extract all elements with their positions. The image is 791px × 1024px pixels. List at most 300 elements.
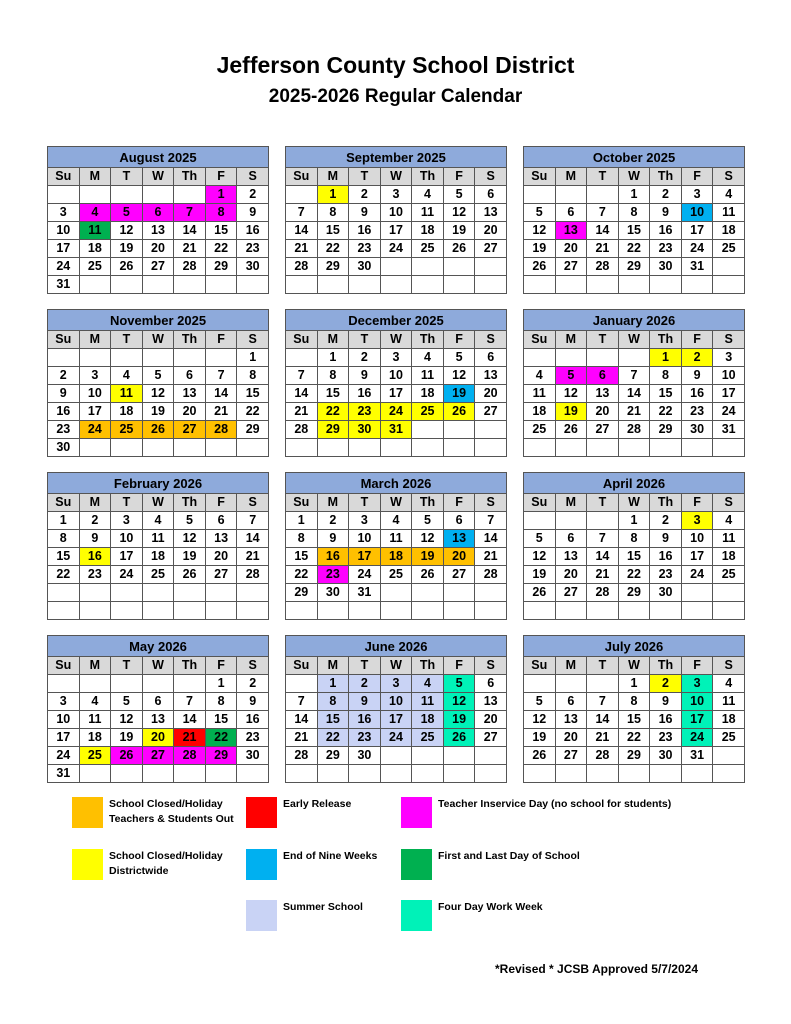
day-cell: 13 [587,385,619,403]
day-cell: 10 [111,530,143,548]
day-cell: 23 [349,240,381,258]
day-cell: 22 [618,729,650,747]
empty-cell [524,439,556,457]
weekday-header: F [443,494,475,512]
day-cell: 14 [587,222,619,240]
day-cell: 28 [618,421,650,439]
day-cell: 18 [524,403,556,421]
weekday-header: Su [48,657,80,675]
day-cell: 23 [349,403,381,421]
day-cell: 15 [317,385,349,403]
day-cell: 9 [237,693,269,711]
empty-cell [79,439,111,457]
weekday-header: W [380,331,412,349]
empty-cell [555,675,587,693]
empty-cell [174,675,206,693]
day-cell: 28 [475,566,507,584]
day-cell: 10 [713,367,745,385]
empty-cell [286,276,318,294]
day-cell: 11 [412,693,444,711]
day-cell: 22 [286,566,318,584]
day-cell: 4 [713,186,745,204]
empty-cell [111,675,143,693]
empty-cell [650,765,682,783]
month-title: July 2026 [524,636,745,657]
day-cell: 19 [142,403,174,421]
empty-cell [286,349,318,367]
empty-cell [555,439,587,457]
month-calendar [523,146,745,294]
day-cell: 10 [48,222,80,240]
day-cell: 31 [380,421,412,439]
empty-cell [111,186,143,204]
day-cell: 27 [475,240,507,258]
day-cell: 19 [111,729,143,747]
day-cell: 14 [618,385,650,403]
day-cell: 15 [618,548,650,566]
page-title: Jefferson County School District [216,52,575,78]
legend-swatch [246,849,277,880]
weekday-header: W [142,331,174,349]
day-cell: 18 [79,729,111,747]
day-cell: 3 [681,512,713,530]
empty-cell [618,349,650,367]
day-cell: 18 [412,711,444,729]
day-cell: 25 [380,566,412,584]
empty-cell [555,186,587,204]
day-cell: 23 [237,729,269,747]
day-cell: 6 [587,367,619,385]
day-cell: 26 [111,258,143,276]
day-cell: 8 [317,367,349,385]
day-cell: 27 [475,403,507,421]
day-cell: 17 [681,548,713,566]
day-cell: 8 [317,693,349,711]
day-cell: 1 [237,349,269,367]
legend-label: Teacher Inservice Day (no school for students) [438,798,672,810]
day-cell: 16 [349,222,381,240]
day-cell: 15 [317,711,349,729]
legend-item-green [401,849,580,880]
day-cell: 13 [555,222,587,240]
day-cell: 25 [713,729,745,747]
day-cell: 29 [317,421,349,439]
empty-cell [443,421,475,439]
day-cell: 5 [524,693,556,711]
day-cell: 23 [650,566,682,584]
day-cell: 16 [48,403,80,421]
day-cell: 25 [412,729,444,747]
day-cell: 19 [524,729,556,747]
day-cell: 23 [681,403,713,421]
empty-cell [286,439,318,457]
legend-label: School Closed/Holiday [109,798,223,810]
empty-cell [174,276,206,294]
empty-cell [380,258,412,276]
day-cell: 14 [205,385,237,403]
day-cell: 5 [142,367,174,385]
weekday-header: T [111,657,143,675]
day-cell: 9 [237,204,269,222]
empty-cell [443,602,475,620]
day-cell: 15 [237,385,269,403]
day-cell: 11 [79,222,111,240]
legend-swatch [246,900,277,931]
day-cell: 27 [443,566,475,584]
empty-cell [412,421,444,439]
day-cell: 4 [412,186,444,204]
empty-cell [48,584,80,602]
day-cell: 12 [524,222,556,240]
day-cell: 28 [286,747,318,765]
empty-cell [618,765,650,783]
day-cell: 13 [174,385,206,403]
weekday-header: S [237,331,269,349]
day-cell: 1 [618,186,650,204]
day-cell: 9 [650,530,682,548]
legend-item-magenta [401,797,671,828]
weekday-header: S [237,657,269,675]
day-cell: 27 [142,747,174,765]
empty-cell [79,675,111,693]
day-cell: 19 [524,240,556,258]
day-cell: 6 [475,675,507,693]
day-cell: 20 [142,240,174,258]
day-cell: 1 [205,675,237,693]
day-cell: 5 [443,349,475,367]
weekday-header: M [555,168,587,186]
day-cell: 14 [587,711,619,729]
day-cell: 6 [555,204,587,222]
weekday-header: M [79,657,111,675]
day-cell: 21 [286,729,318,747]
weekday-header: Su [286,494,318,512]
day-cell: 29 [237,421,269,439]
weekday-header: W [618,168,650,186]
empty-cell [475,421,507,439]
day-cell: 14 [174,711,206,729]
day-cell: 22 [618,240,650,258]
day-cell: 3 [380,349,412,367]
day-cell: 22 [48,566,80,584]
day-cell: 26 [524,747,556,765]
day-cell: 12 [524,711,556,729]
day-cell: 31 [681,747,713,765]
empty-cell [412,276,444,294]
day-cell: 9 [349,204,381,222]
weekday-header: Th [412,331,444,349]
day-cell: 11 [713,204,745,222]
day-cell: 1 [317,675,349,693]
month-title: June 2026 [286,636,507,657]
day-cell: 16 [681,385,713,403]
day-cell: 6 [142,204,174,222]
day-cell: 2 [349,349,381,367]
day-cell: 2 [650,512,682,530]
day-cell: 17 [48,729,80,747]
empty-cell [443,747,475,765]
weekday-header: W [618,494,650,512]
day-cell: 8 [618,693,650,711]
weekday-header: Th [650,331,682,349]
day-cell: 22 [237,403,269,421]
empty-cell [443,258,475,276]
empty-cell [412,765,444,783]
empty-cell [587,765,619,783]
month-title: April 2026 [524,473,745,494]
day-cell: 12 [443,693,475,711]
empty-cell [443,276,475,294]
weekday-header: F [681,331,713,349]
empty-cell [650,602,682,620]
day-cell: 20 [475,222,507,240]
day-cell: 17 [349,548,381,566]
day-cell: 2 [237,675,269,693]
weekday-header: S [237,494,269,512]
month-title: March 2026 [286,473,507,494]
weekday-header: Su [524,494,556,512]
day-cell: 1 [618,512,650,530]
weekday-header: S [713,494,745,512]
day-cell: 28 [286,258,318,276]
day-cell: 18 [412,222,444,240]
day-cell: 1 [317,349,349,367]
day-cell: 16 [650,222,682,240]
day-cell: 16 [317,548,349,566]
day-cell: 28 [174,258,206,276]
day-cell: 14 [475,530,507,548]
day-cell: 7 [286,204,318,222]
legend-label-2: Teachers & Students Out [109,813,234,825]
empty-cell [142,765,174,783]
day-cell: 21 [286,240,318,258]
day-cell: 11 [412,367,444,385]
day-cell: 11 [713,530,745,548]
day-cell: 9 [681,367,713,385]
weekday-header: S [475,168,507,186]
day-cell: 9 [650,204,682,222]
empty-cell [443,439,475,457]
month-calendar [523,635,745,783]
weekday-header: S [475,494,507,512]
month-calendar [523,472,745,620]
empty-cell [48,186,80,204]
day-cell: 23 [650,240,682,258]
empty-cell [237,584,269,602]
day-cell: 23 [48,421,80,439]
day-cell: 17 [380,711,412,729]
empty-cell [713,602,745,620]
day-cell: 8 [286,530,318,548]
day-cell: 6 [555,693,587,711]
day-cell: 21 [286,403,318,421]
day-cell: 9 [349,367,381,385]
empty-cell [79,349,111,367]
day-cell: 8 [618,204,650,222]
weekday-header: F [443,657,475,675]
day-cell: 31 [349,584,381,602]
day-cell: 8 [205,204,237,222]
day-cell: 18 [713,548,745,566]
weekday-header: T [587,494,619,512]
empty-cell [349,439,381,457]
day-cell: 18 [142,548,174,566]
empty-cell [555,276,587,294]
day-cell: 25 [412,403,444,421]
empty-cell [681,602,713,620]
day-cell: 26 [524,258,556,276]
legend-label: First and Last Day of School [438,850,580,862]
empty-cell [713,439,745,457]
empty-cell [412,439,444,457]
empty-cell [205,439,237,457]
weekday-header: Th [174,168,206,186]
day-cell: 29 [286,584,318,602]
empty-cell [380,276,412,294]
day-cell: 9 [650,693,682,711]
day-cell: 6 [475,186,507,204]
day-cell: 15 [317,222,349,240]
day-cell: 24 [79,421,111,439]
day-cell: 29 [205,258,237,276]
day-cell: 26 [412,566,444,584]
weekday-header: Th [650,657,682,675]
day-cell: 2 [650,675,682,693]
day-cell: 2 [681,349,713,367]
day-cell: 27 [475,729,507,747]
weekday-header: Th [412,657,444,675]
empty-cell [713,747,745,765]
day-cell: 5 [174,512,206,530]
day-cell: 7 [237,512,269,530]
weekday-header: T [349,168,381,186]
empty-cell [174,602,206,620]
day-cell: 24 [681,240,713,258]
day-cell: 11 [713,693,745,711]
weekday-header: F [681,657,713,675]
day-cell: 23 [237,240,269,258]
empty-cell [555,349,587,367]
day-cell: 20 [587,403,619,421]
day-cell: 29 [618,584,650,602]
month-calendar [285,472,507,620]
day-cell: 27 [142,258,174,276]
day-cell: 14 [237,530,269,548]
empty-cell [79,276,111,294]
empty-cell [174,765,206,783]
legend-label: Summer School [283,901,363,913]
day-cell: 1 [205,186,237,204]
weekday-header: M [555,657,587,675]
day-cell: 8 [317,204,349,222]
empty-cell [48,602,80,620]
weekday-header: M [79,494,111,512]
day-cell: 20 [443,548,475,566]
empty-cell [317,439,349,457]
day-cell: 16 [237,222,269,240]
day-cell: 5 [555,367,587,385]
weekday-header: T [349,331,381,349]
day-cell: 26 [142,421,174,439]
day-cell: 19 [443,222,475,240]
empty-cell [317,276,349,294]
day-cell: 10 [349,530,381,548]
empty-cell [205,765,237,783]
day-cell: 2 [317,512,349,530]
day-cell: 29 [317,258,349,276]
day-cell: 25 [111,421,143,439]
weekday-header: S [713,657,745,675]
empty-cell [587,675,619,693]
empty-cell [286,675,318,693]
weekday-header: F [443,168,475,186]
day-cell: 30 [48,439,80,457]
day-cell: 7 [475,512,507,530]
legend-swatch [401,900,432,931]
day-cell: 4 [79,204,111,222]
empty-cell [174,439,206,457]
day-cell: 2 [237,186,269,204]
day-cell: 21 [618,403,650,421]
weekday-header: M [555,331,587,349]
weekday-header: T [349,657,381,675]
day-cell: 29 [317,747,349,765]
day-cell: 2 [48,367,80,385]
empty-cell [475,602,507,620]
legend-item-orange [72,797,234,828]
empty-cell [205,602,237,620]
empty-cell [205,349,237,367]
empty-cell [443,584,475,602]
day-cell: 6 [443,512,475,530]
day-cell: 30 [650,747,682,765]
day-cell: 10 [380,367,412,385]
weekday-header: M [555,494,587,512]
day-cell: 2 [349,675,381,693]
weekday-header: S [713,168,745,186]
empty-cell [142,602,174,620]
empty-cell [349,276,381,294]
day-cell: 31 [681,258,713,276]
weekday-header: W [380,168,412,186]
empty-cell [524,349,556,367]
day-cell: 5 [443,186,475,204]
day-cell: 25 [79,258,111,276]
day-cell: 4 [380,512,412,530]
empty-cell [713,258,745,276]
day-cell: 22 [317,729,349,747]
month-calendar [285,635,507,783]
day-cell: 17 [380,385,412,403]
empty-cell [524,512,556,530]
empty-cell [205,276,237,294]
day-cell: 26 [555,421,587,439]
empty-cell [317,602,349,620]
empty-cell [142,584,174,602]
empty-cell [380,602,412,620]
day-cell: 13 [443,530,475,548]
weekday-header: Su [286,168,318,186]
day-cell: 22 [317,240,349,258]
weekday-header: W [380,494,412,512]
day-cell: 27 [174,421,206,439]
empty-cell [681,439,713,457]
day-cell: 30 [349,747,381,765]
day-cell: 30 [237,258,269,276]
empty-cell [111,349,143,367]
day-cell: 29 [650,421,682,439]
empty-cell [380,747,412,765]
